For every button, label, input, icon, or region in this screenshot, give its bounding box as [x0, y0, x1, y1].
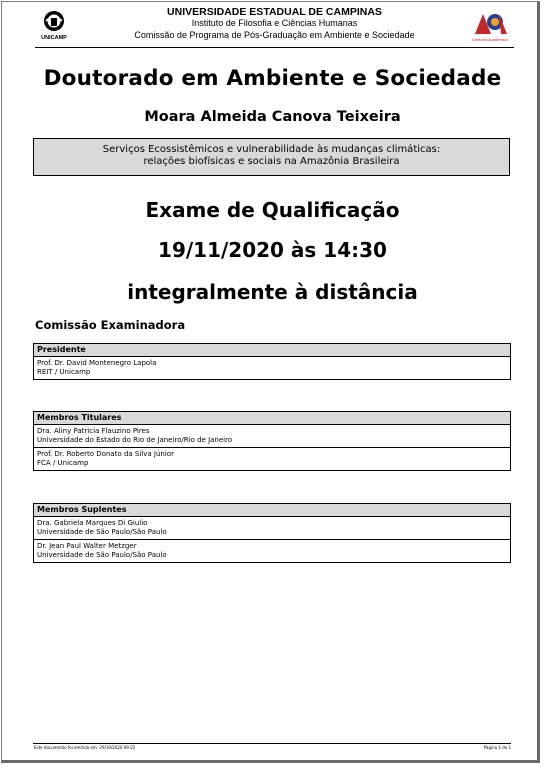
- unicamp-logo-icon: [37, 8, 71, 42]
- exam-type: Exame de Qualificação: [145, 198, 400, 222]
- dac-logo-text: Diretoria Acadêmica: [472, 37, 508, 42]
- committee-title: Comissão Examinadora: [35, 318, 186, 332]
- unicamp-logo-text: UNICAMP: [41, 35, 67, 41]
- university-name: UNIVERSIDADE ESTADUAL DE CAMPINAS: [167, 6, 382, 18]
- titulares-header: Membros Titulares: [34, 412, 510, 425]
- member-affiliation: Universidade do Estado do Rio de Janeiro/Rio de Janeiro: [37, 436, 233, 444]
- member-affiliation: REIT / Unicamp: [37, 368, 91, 376]
- member-affiliation: Universidade de São Paulo/São Paulo: [37, 551, 167, 559]
- footer-page-number: Página 1 de 1: [483, 745, 511, 750]
- member-row: [34, 540, 510, 562]
- author-name: Moara Almeida Canova Teixeira: [144, 109, 401, 125]
- president-header: Presidente: [34, 344, 510, 357]
- member-affiliation: Universidade de São Paulo/São Paulo: [37, 528, 167, 536]
- member-name: Prof. Dr. Roberto Donato da Silva Júnior: [37, 450, 174, 458]
- footer-issued-date: Este documento foi emitido em: 29/10/2020 09:22: [34, 745, 136, 750]
- header-divider: [35, 47, 514, 48]
- member-affiliation: FCA / Unicamp: [37, 459, 89, 467]
- member-name: Prof. Dr. David Montenegro Lapola: [37, 359, 157, 367]
- member-row: [34, 425, 510, 448]
- thesis-title-box: [33, 138, 510, 176]
- member-name: Dra. Aliny Patricia Flauzino Pires: [37, 427, 150, 435]
- commission-name: Comissão de Programa de Pós-Graduação em Ambiente e Sociedade: [134, 29, 415, 40]
- president-box: [33, 343, 511, 380]
- titulares-box: [33, 411, 511, 471]
- member-row: [34, 357, 510, 379]
- page-title: Doutorado em Ambiente e Sociedade: [43, 66, 502, 91]
- institute-name: Instituto de Filosofia e Ciências Humanas: [191, 18, 358, 28]
- member-name: Dr. Jean Paul Walter Metzger: [37, 542, 137, 550]
- footer-divider: [33, 743, 511, 744]
- exam-mode: integralmente à distância: [127, 280, 418, 304]
- suplentes-header: Membros Suplentes: [34, 504, 510, 517]
- header-text: [102, 6, 447, 41]
- member-name: Dra. Gabriela Marques Di Giulio: [37, 519, 148, 527]
- suplentes-box: [33, 503, 511, 563]
- dac-logo-icon: [465, 10, 515, 44]
- member-row: [34, 448, 510, 470]
- thesis-title-line-1: Serviços Ecossistêmicos e vulnerabilidade às mudanças climáticas:: [102, 144, 441, 155]
- thesis-title-line-2: relações biofísicas e sociais na Amazônia Brasileira: [143, 156, 400, 167]
- member-row: [34, 517, 510, 540]
- exam-datetime: 19/11/2020 às 14:30: [158, 238, 387, 262]
